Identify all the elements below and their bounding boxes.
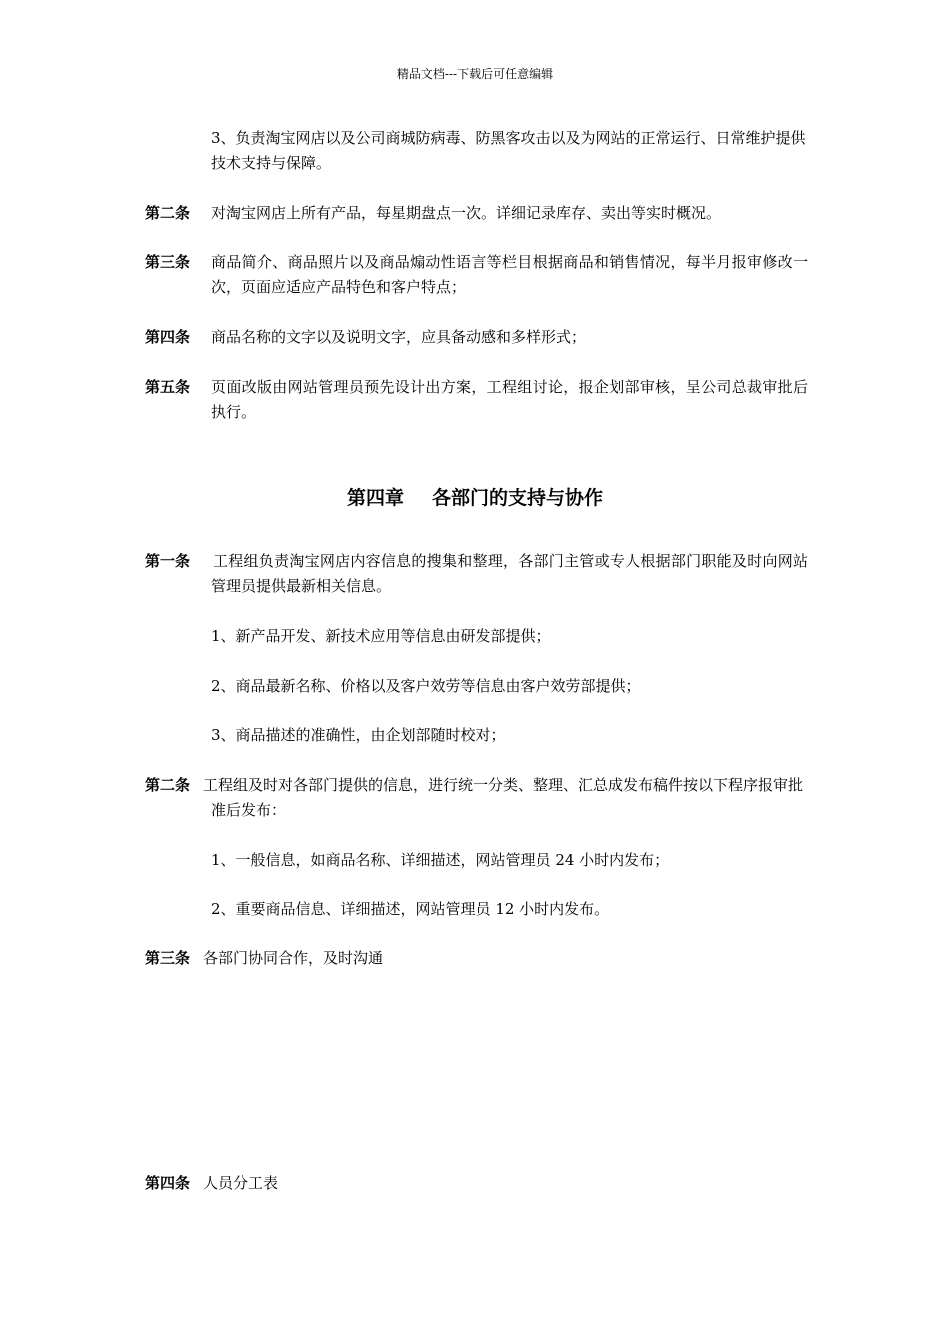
article-label: 第一条	[145, 552, 191, 570]
intro-list-item	[211, 126, 808, 176]
article-label: 第四条	[145, 1174, 191, 1192]
article-text: 页面改版由网站管理员预先设计出方案，工程组讨论，报企划部审核，呈公司总裁审批后执行。	[211, 378, 808, 421]
page-header: 精品文档---下载后可任意编辑	[396, 67, 554, 81]
list-item	[211, 848, 808, 873]
article-label: 第二条	[145, 776, 191, 794]
list-item	[211, 897, 808, 922]
list-item	[211, 624, 808, 649]
article-text: 工程组及时对各部门提供的信息，进行统一分类、整理、汇总成发布稿件按以下程序报审批准后发布：	[203, 776, 804, 819]
chapter-heading	[0, 484, 950, 512]
ch4-article-1	[145, 549, 808, 599]
article-5	[145, 375, 808, 425]
list-item-text: 1、新产品开发、新技术应用等信息由研发部提供；	[211, 627, 551, 645]
list-item-text: 2、商品最新名称、价格以及客户效劳等信息由客户效劳部提供；	[211, 677, 641, 695]
chapter-number: 第四章	[346, 487, 404, 509]
article-4	[145, 325, 808, 350]
list-item-text: 1、一般信息，如商品名称、详细描述，网站管理员 24 小时内发布；	[211, 851, 670, 869]
list-item	[211, 674, 808, 699]
list-item	[211, 723, 808, 748]
chapter-title: 各部门的支持与协作	[432, 487, 604, 509]
article-label: 第四条	[145, 328, 191, 346]
article-text: 各部门协同合作，及时沟通	[203, 949, 384, 967]
article-2	[145, 201, 808, 226]
article-label: 第二条	[145, 204, 191, 222]
article-text: 商品名称的文字以及说明文字，应具备动感和多样形式；	[211, 328, 587, 346]
list-item-text: 2、重要商品信息、详细描述，网站管理员 12 小时内发布。	[211, 900, 610, 918]
list-item-text: 3、商品描述的准确性，由企划部随时校对；	[211, 726, 506, 744]
article-text: 对淘宝网店上所有产品，每星期盘点一次。详细记录库存、卖出等实时概况。	[211, 204, 722, 222]
intro-item-text: 3、负责淘宝网店以及公司商城防病毒、防黑客攻击以及为网站的正常运行、日常维护提供技术支持与保障。	[211, 129, 806, 172]
article-label: 第三条	[145, 253, 191, 271]
article-text: 商品简介、商品照片以及商品煽动性语言等栏目根据商品和销售情况，每半月报审修改一次，页面应适应产品特色和客户特点；	[211, 253, 808, 296]
article-text: 人员分工表	[203, 1174, 279, 1192]
ch4-article-3	[145, 946, 808, 971]
ch4-article-4	[145, 1171, 808, 1196]
article-label: 第五条	[145, 378, 191, 396]
article-3	[145, 250, 808, 300]
ch4-article-2	[145, 773, 808, 823]
article-label: 第三条	[145, 949, 191, 967]
article-text: 工程组负责淘宝网店内容信息的搜集和整理，各部门主管或专人根据部门职能及时向网站管理员提供最新相关信息。	[211, 552, 808, 595]
